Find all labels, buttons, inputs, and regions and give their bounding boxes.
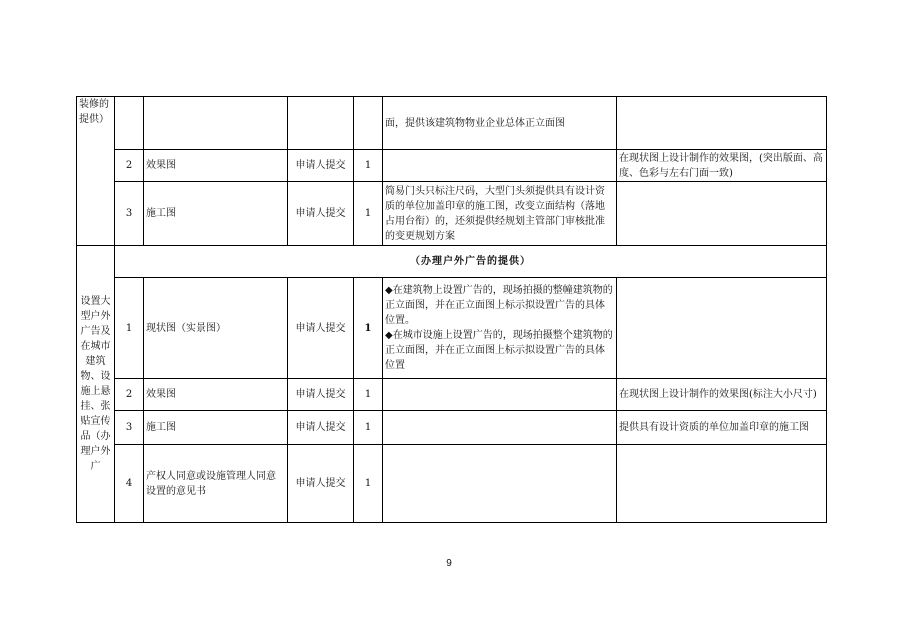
table-row <box>77 150 827 182</box>
copy-count: 1 <box>354 278 383 379</box>
copy-count <box>354 97 383 150</box>
requirements-table <box>76 96 827 523</box>
table-row <box>77 182 827 246</box>
requirement-text: 简易门头只标注尺码，大型门头须提供具有设计资质的单位加盖印章的施工图，改变立面结构（落地占用台衔）的，还须提供经规划主管部门审核批准的变更规划方案 <box>383 182 617 246</box>
item-number: 3 <box>115 411 144 445</box>
item-name <box>144 97 288 150</box>
note-text <box>617 278 827 379</box>
requirement-text: 面，提供该建筑物物业企业总体正立面图 <box>383 97 617 150</box>
submitter: 申请人提交 <box>288 150 354 182</box>
copy-count: 1 <box>354 379 383 411</box>
note-text: 提供具有设计资质的单位加盖印章的施工图 <box>617 411 827 445</box>
page-number: 9 <box>446 558 452 569</box>
submitter: 申请人提交 <box>288 182 354 246</box>
table-row <box>77 445 827 523</box>
requirement-text <box>383 150 617 182</box>
item-name: 施工图 <box>144 411 288 445</box>
submitter <box>288 97 354 150</box>
item-name: 产权人同意或设施管理人同意设置的意见书 <box>144 445 288 523</box>
table-row <box>77 97 827 150</box>
table-row <box>77 379 827 411</box>
submitter: 申请人提交 <box>288 379 354 411</box>
requirement-text <box>383 278 617 379</box>
copy-count: 1 <box>354 182 383 246</box>
note-text <box>617 182 827 246</box>
note-text <box>617 97 827 150</box>
table-row <box>77 246 827 278</box>
item-number: 2 <box>115 379 144 411</box>
section-title: （办理户外广告的提供） <box>115 246 827 278</box>
item-name: 效果图 <box>144 150 288 182</box>
requirement-text <box>383 411 617 445</box>
requirement-line: ◆在城市设施上设置广告的，现场拍摄整个建筑物的正立面图，并在正立面图上标示拟设置广告的具体位置 <box>385 330 613 371</box>
submitter: 申请人提交 <box>288 278 354 379</box>
item-name: 效果图 <box>144 379 288 411</box>
item-number: 3 <box>115 182 144 246</box>
submitter: 申请人提交 <box>288 411 354 445</box>
copy-count: 1 <box>354 150 383 182</box>
submitter: 申请人提交 <box>288 445 354 523</box>
copy-count: 1 <box>354 411 383 445</box>
item-number: 4 <box>115 445 144 523</box>
item-number: 2 <box>115 150 144 182</box>
requirement-text <box>383 445 617 523</box>
item-number <box>115 97 144 150</box>
note-text: 在现状图上设计制作的效果图(标注大小尺寸) <box>617 379 827 411</box>
table-row <box>77 411 827 445</box>
note-text <box>617 445 827 523</box>
requirement-line: ◆在建筑物上设置广告的，现场拍摄的整幢建筑物的正立面图，并在正立面图上标示拟设置广告的具体位置。 <box>385 285 613 326</box>
table-row <box>77 278 827 379</box>
category-cell: 装修的提供） <box>77 97 115 246</box>
item-number: 1 <box>115 278 144 379</box>
category-cell: 设置大型户外广告及在城市建筑物、设施上悬挂、张贴宣传品（办理户外广 <box>77 246 115 523</box>
item-name: 施工图 <box>144 182 288 246</box>
note-text: 在现状图上设计制作的效果图，(突出版面、高度、色彩与左右门面一致) <box>617 150 827 182</box>
requirement-text <box>383 379 617 411</box>
copy-count: 1 <box>354 445 383 523</box>
item-name: 现状图（实景图） <box>144 278 288 379</box>
